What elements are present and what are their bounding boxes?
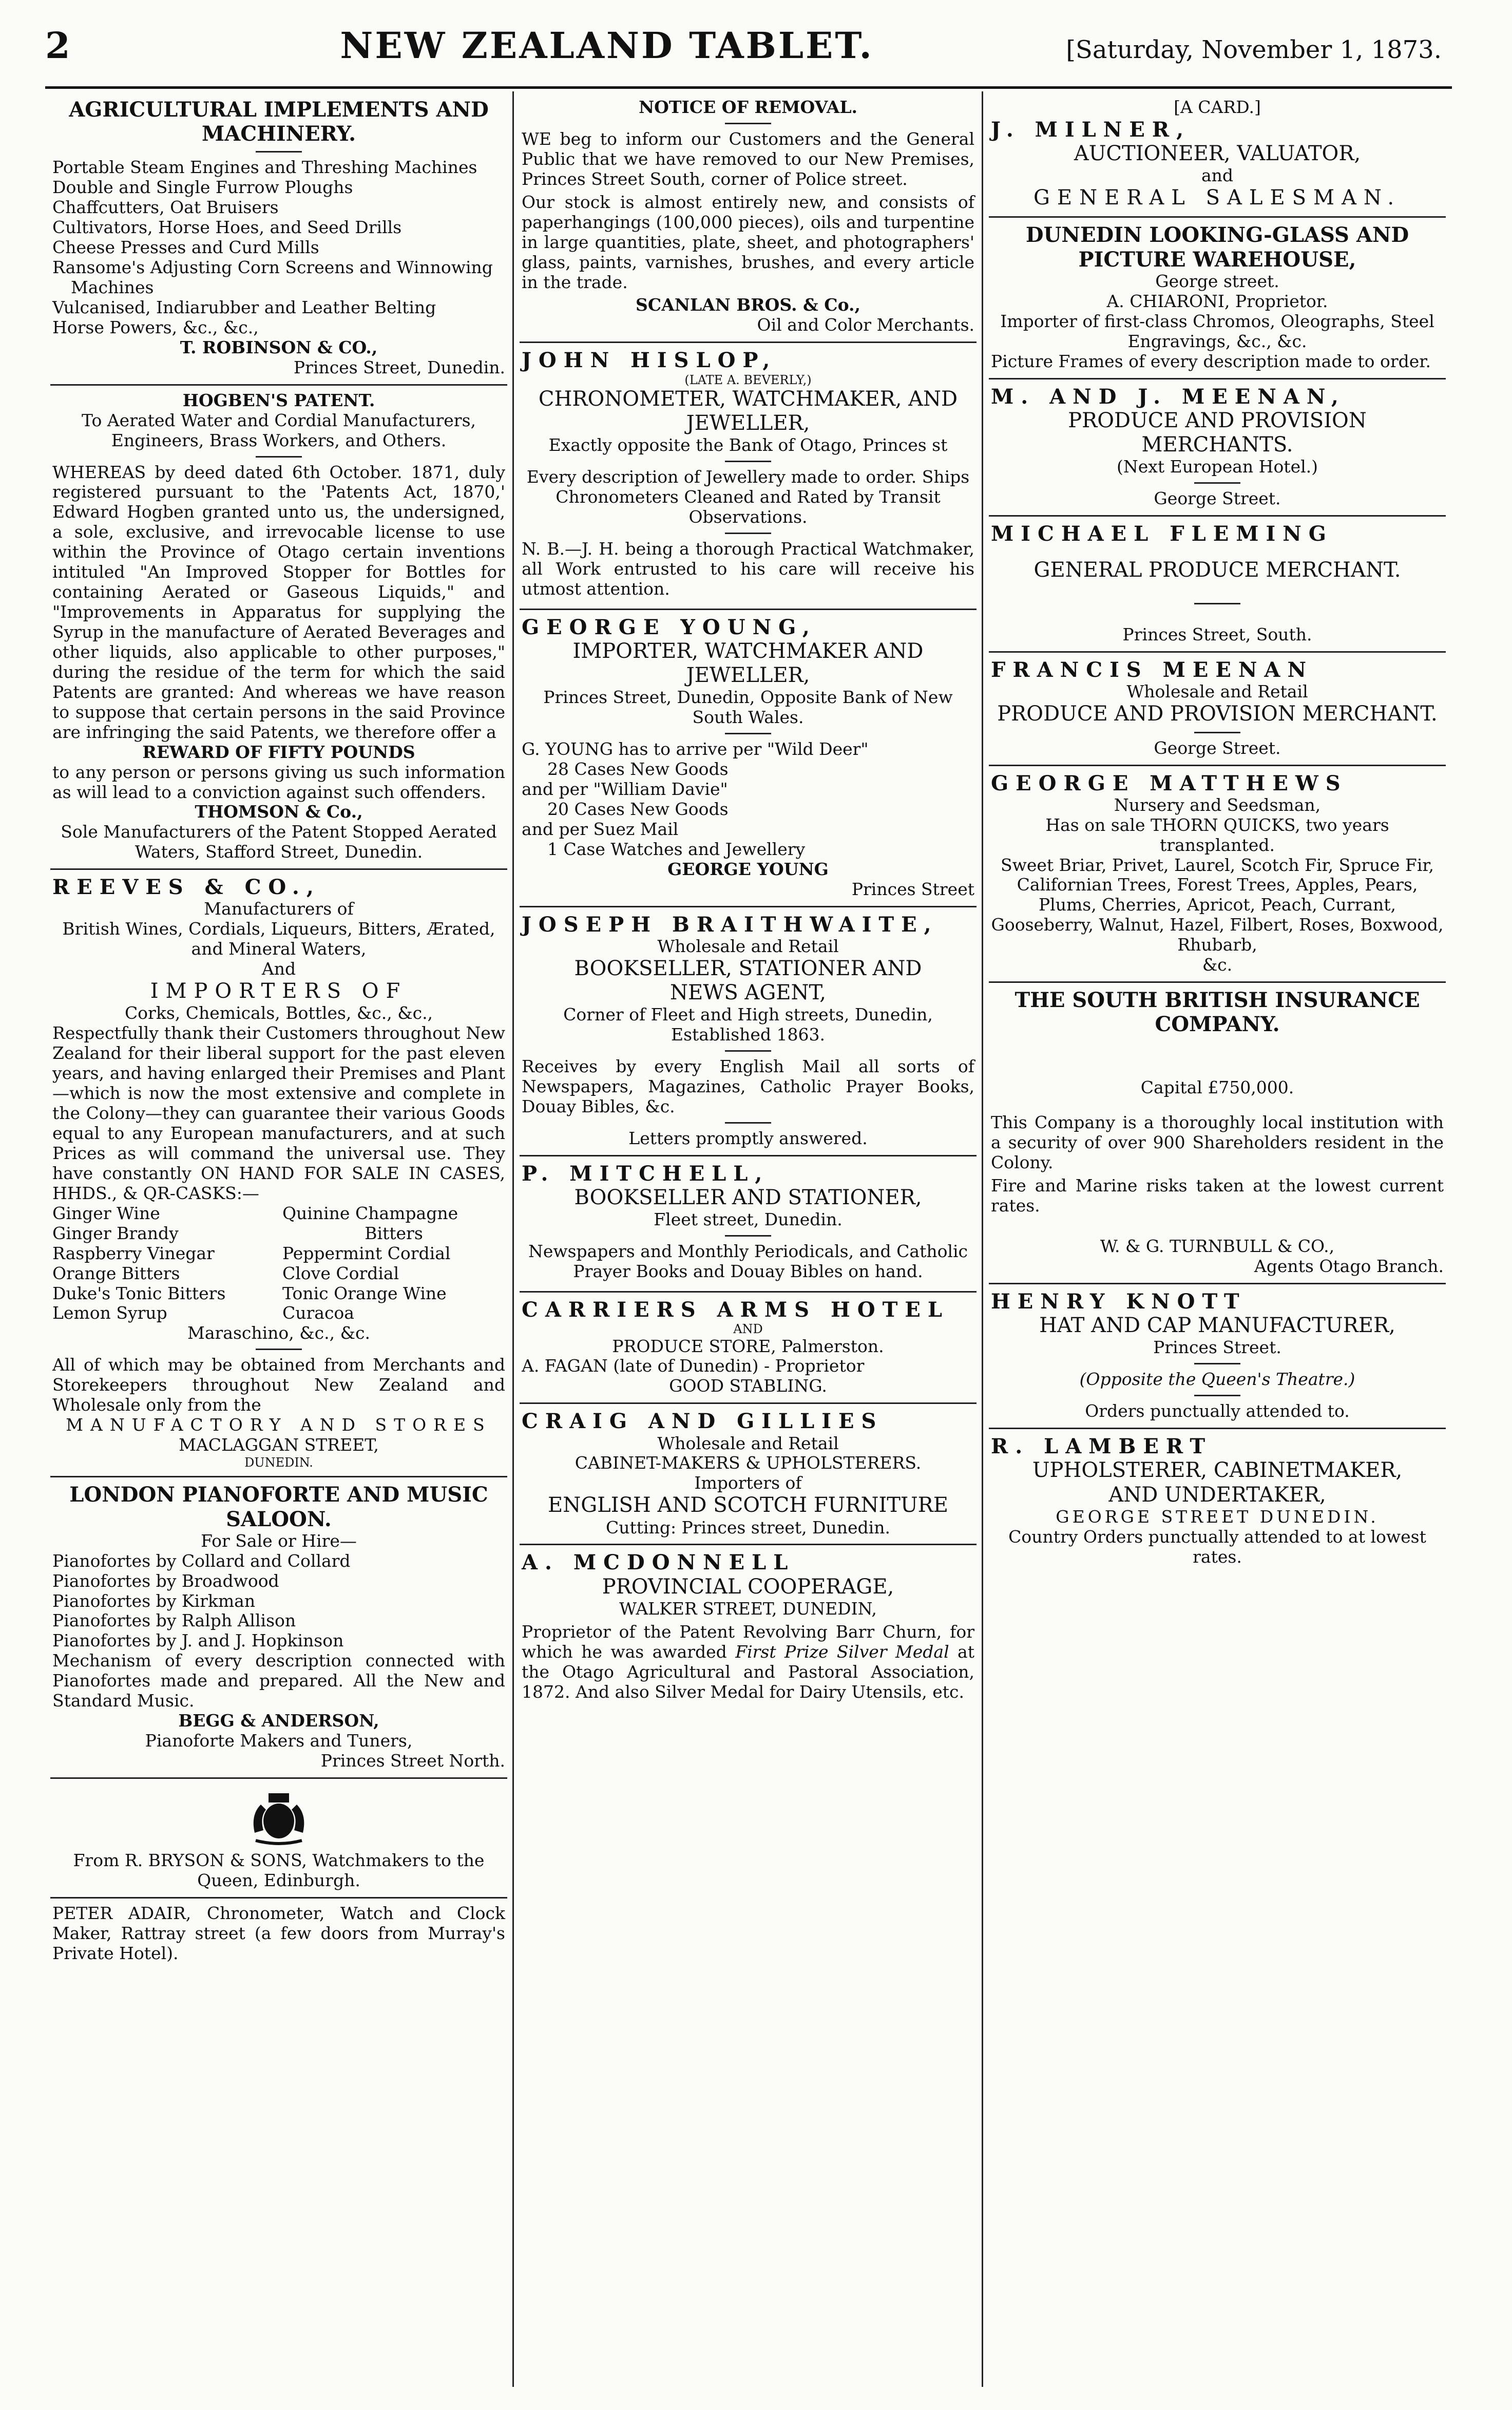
ad-line: CABINET-MAKERS & UPHOLSTERERS. [575,1453,922,1473]
ad-line: Fleet street, Dunedin. [654,1209,843,1230]
column-right [989,92,1446,2393]
divider [725,1235,771,1237]
ad-body: N. B.—J. H. being a thorough Practical Watchmaker, all Work entrusted to his care will receive his utmost attention. [522,538,974,599]
ad-body: Our stock is almost entirely new, and consists of paperhangings (100,000 pieces), oils and turpentine in large quantities, plate, sheet, and photographers' glass, paints, varnishes, brushes, and every article in the trade. [522,192,974,292]
list-item: Clove Cordial [282,1263,399,1283]
reward-line: REWARD OF FIFTY POUNDS [142,742,415,762]
ad-john-hislop [520,343,977,610]
ad-line: AND UNDERTAKER, [1108,1483,1326,1507]
list-item: Duke's Tonic Bitters [52,1283,226,1303]
ad-body: WHEREAS by deed dated 6th October. 1871, duly registered pursuant to the 'Patents Act, 1870,' Edward Hogben granted unto us, the undersigned, a sole, exclusive, and irrevocable license to use within the Province of Otago certain inventions intituled "An Improved Stopper for Bottles for containing Aerated or Gaseous Liquids," and "Improvements in Apparatus for supplying the Syrup in the manufacture of Aerated Beverages and other liquids, also applicable to other purposes," during the residue of the term for which the said Patents are granted: And whereas we have reason to suppose that certain persons in the said Province are infringing the said Patents, we therefore offer a [52,462,505,742]
ad-dunedin-looking-glass [989,218,1446,379]
ad-line: GENERAL SALESMAN. [1033,186,1402,210]
ad-line: &c. [1202,955,1233,975]
advertiser-name: J. MILNER, [991,117,1191,142]
ad-line: Corner of Fleet and High streets, Dunedin, [563,1004,933,1025]
ad-reeves-co [50,870,507,1477]
list-item: Chaffcutters, Oat Bruisers [52,197,279,218]
advertiser-name: THOMSON & Co., [195,802,363,822]
page-number: 2 [45,24,70,67]
ad-p-mitchell [520,1156,977,1293]
ad-line: G. YOUNG has to arrive per "Wild Deer" [522,739,869,760]
list-item: Cheese Presses and Curd Mills [52,237,319,258]
ad-line: (Opposite the Queen's Theatre.) [1079,1369,1355,1390]
list-item: Raspberry Vinegar [52,1243,215,1263]
column-left [50,92,507,2393]
list-item: Pianofortes by Kirkman [52,1590,256,1611]
ad-joseph-braithwaite [520,907,977,1156]
divider [256,456,302,458]
ad-henry-knott [989,1284,1446,1429]
ad-line: Established 1863. [671,1024,825,1045]
ad-line: NEWS AGENT, [670,981,826,1004]
list-item: Curacoa [282,1303,354,1323]
ad-body-cont: to any person or persons giving us such information as will lead to a conviction against such offenders. [52,762,505,802]
ad-line: Wholesale and Retail [657,936,839,956]
advertiser-name: W. & G. TURNBULL & CO., [1100,1236,1335,1257]
issue-date: [Saturday, November 1, 1873. [1066,35,1442,64]
list-item: Portable Steam Engines and Threshing Machines [52,157,477,178]
ad-body: Respectfully thank their Customers throughout New Zealand for their liberal support for the past eleven years, and having enlarged their Premises and Plant—which is now the most extensive and complete in the Colony—they can guarantee their various Goods equal to any European manufacturers, and at such Prices as will command the universal use. They have constantly ON HAND FOR SALE IN CASES, HHDS., & QR-CASKS:— [52,1023,505,1203]
ad-body [522,1622,974,1702]
ad-title: NOTICE OF REMOVAL. [638,97,858,117]
ad-line: Orders punctually attended to. [1085,1401,1350,1421]
ad-line: 20 Cases New Goods [547,799,729,819]
list-item: Pianofortes by Broadwood [52,1570,279,1591]
advertiser-name: REEVES & CO., [52,875,321,900]
ad-line: (Next European Hotel.) [1116,457,1318,477]
advertiser-name: A. CHIARONI, Proprietor. [1106,291,1328,311]
list-item: Peppermint Cordial [282,1243,451,1263]
ad-line: GENERAL PRODUCE MERCHANT. [1033,558,1401,582]
ad-line: Nursery and Seedsman, [1114,794,1321,815]
divider [725,1050,771,1052]
advertiser-name: FRANCIS MEENAN [991,658,1314,682]
advertiser-address: Princes Street, Dunedin. [293,357,505,377]
royal-crest-icon [240,1789,317,1846]
masthead-rule [45,86,1452,89]
ad-line: Has on sale THORN QUICKS, two years transplanted. [1045,814,1389,855]
divider [725,123,771,124]
ad-body: Sweet Briar, Privet, Laurel, Scotch Fir, Spruce Fir, Californian Trees, Forest Trees, Apples, Pears, Plums, Cherries, Apricot, Peach, Currant, Gooseberry, Walnut, Hazel, Filbert, Roses, Boxwood, Rhubarb, [991,855,1444,955]
advertiser-name: CARRIERS ARMS HOTEL [522,1298,949,1322]
ad-line: Cutting: Princes street, Dunedin. [606,1517,890,1538]
list-item: Lemon Syrup [52,1303,167,1323]
ad-line: George Street. [1154,737,1281,758]
ad-body-part: Proprietor of the Patent Revolving Barr Churn, for which he was awarded [522,1621,974,1662]
ad-body: Mechanism of every description connected with Pianofortes made and prepared. All the New and Standard Music. [52,1650,505,1711]
advertiser-name: GEORGE YOUNG [667,859,829,879]
advertiser-name: A. MCDONNELL [522,1550,795,1575]
ad-michael-fleming [989,517,1446,653]
advertiser-name: R. LAMBERT [991,1434,1213,1459]
ad-line: BOOKSELLER, STATIONER AND [574,956,922,980]
ad-body: PETER ADAIR, Chronometer, Watch and Clock Maker, Rattray street (a few doors from Murray's Private Hotel). [52,1903,505,1963]
advertiser-name: GEORGE YOUNG, [522,615,817,639]
ad-line: WALKER STREET, DUNEDIN, [619,1598,877,1619]
ad-line: ENGLISH AND SCOTCH FURNITURE [548,1493,948,1517]
ad-notice-of-removal [520,92,977,343]
ad-george-young [520,610,977,907]
ad-line: and per "William Davie" [522,779,728,800]
ad-body: Newspapers and Monthly Periodicals, and Catholic Prayer Books and Douay Bibles on hand. [528,1241,968,1282]
ad-line: MANUFACTORY AND STORES [66,1415,492,1435]
ad-agricultural-implements [50,92,507,386]
ad-m-j-meenan [989,379,1446,517]
ad-line: And [261,959,296,979]
ad-line: [A CARD.] [1174,97,1261,117]
column-middle [520,92,977,2393]
newspaper-title: NEW ZEALAND TABLET. [340,24,874,67]
ad-line: 1 Case Watches and Jewellery [547,839,806,859]
ad-r-lambert [989,1429,1446,1573]
list-item: Pianofortes by J. and J. Hopkinson [52,1630,344,1651]
ad-line: UPHOLSTERER, CABINETMAKER, [1032,1458,1403,1483]
ad-body: Receives by every English Mail all sorts of Newspapers, Magazines, Catholic Prayer Books, Douay Bibles, &c. [522,1056,974,1116]
ad-body: Importer of first-class Chromos, Oleographs, Steel Engravings, &c., &c. [1000,311,1434,351]
ad-j-milner [989,92,1446,218]
divider [725,533,771,534]
advertiser-name: CRAIG AND GILLIES [522,1409,884,1434]
divider [1194,732,1240,733]
ad-body: Every description of Jewellery made to order. Ships Chronometers Cleaned and Rated by Transit Observations. [526,467,970,527]
ad-line: IMPORTERS OF [150,979,408,1003]
advertiser-name: JOSEPH BRAITHWAITE, [522,912,939,937]
divider [725,733,771,734]
ad-london-pianoforte [50,1477,507,1779]
advertiser-name: BEGG & ANDERSON, [178,1711,379,1731]
ad-hogbens-patent [50,386,507,870]
divider [725,1122,771,1124]
ad-line: AUCTIONEER, VALUATOR, [1074,142,1361,166]
ad-body: From R. BRYSON & SONS, Watchmakers to the Queen, Edinburgh. [73,1850,485,1890]
goods-list [52,1204,505,1324]
ad-body-part: at the Otago Agricultural and Pastoral Association, 1872. And also Silver Medal for Dairy Utensils, etc. [522,1641,974,1702]
ad-title: THE SOUTH BRITISH INSURANCE COMPANY. [1015,988,1420,1037]
ad-line: George street. [1155,271,1279,291]
ad-francis-meenan [989,653,1446,766]
ad-line: Exactly opposite the Bank of Otago, Princes st [548,435,948,456]
list-item: Tonic Orange Wine [282,1283,447,1303]
divider [1194,603,1240,604]
ad-south-british-insurance [989,983,1446,1284]
column-rule-1 [512,91,514,2387]
divider [1194,1363,1240,1364]
ad-body-award: First Prize Silver Medal [735,1641,949,1662]
ad-line: Wholesale and Retail [657,1433,839,1453]
list-item: Vulcanised, Indiarubber and Leather Belting [52,297,436,317]
ad-line: Manufacturers of [204,899,354,919]
ad-line: (LATE A. BEVERLY,) [684,372,812,387]
ad-subtitle: To Aerated Water and Cordial Manufacturers, Engineers, Brass Workers, and Others. [82,410,476,450]
ad-craig-gillies [520,1404,977,1545]
ad-line: 28 Cases New Goods [547,759,729,780]
advertiser-name: MICHAEL FLEMING [991,521,1333,546]
ad-line: AND [733,1322,763,1337]
advertiser-name: SCANLAN BROS. & Co., [636,295,860,315]
ad-line: PRODUCE AND PROVISION MERCHANTS. [1068,408,1367,457]
advertiser-name: P. MITCHELL, [522,1161,770,1186]
ad-body: This Company is a thoroughly local institution with a security of over 900 Shareholders resident in the Colony. [991,1112,1444,1173]
divider [1194,1395,1240,1396]
ad-line: PRODUCE AND PROVISION MERCHANT. [997,702,1438,726]
ad-line: Corks, Chemicals, Bottles, &c., &c., [124,1003,433,1023]
advertiser-name: GEORGE MATTHEWS [991,771,1348,795]
list-item: Cultivators, Horse Hoes, and Seed Drills [52,217,402,238]
ad-line: DUNEDIN. [244,1455,313,1470]
list-item: Quinine Champagne [282,1203,458,1223]
list-item: Ransome's Adjusting Corn Screens and Winnowing Machines [52,257,493,297]
masthead [45,25,1442,76]
advertiser-name: JOHN HISLOP, [522,348,777,373]
ad-line: Maraschino, &c., &c. [187,1323,370,1343]
ad-body: WE beg to inform our Customers and the General Public that we have removed to our New Premises, Princes Street South, corner of Police street. [522,128,974,189]
ad-body: Country Orders punctually attended to at lowest rates. [1008,1526,1426,1567]
ad-line: British Wines, Cordials, Liqueurs, Bitters, Ærated, and Mineral Waters, [62,919,495,959]
list-item: Ginger Wine [52,1203,160,1223]
ad-line: Princes Street, Dunedin, Opposite Bank of New South Wales. [543,687,953,728]
ad-line: HAT AND CAP MANUFACTURER, [1039,1314,1395,1338]
advertiser-name: M. AND J. MEENAN, [991,384,1346,409]
advertiser-address: Princes Street North. [320,1751,505,1771]
capital-line: Capital £750,000. [1140,1077,1294,1097]
ad-george-matthews [989,766,1446,983]
list-item: Pianofortes by Ralph Allison [52,1610,296,1631]
ad-body: Picture Frames of every description made to order. [991,351,1431,371]
ad-title: HOGBEN'S PATENT. [182,390,375,410]
ad-line: GOOD STABLING. [669,1376,827,1396]
divider [725,461,771,462]
ad-body: All of which may be obtained from Merchants and Storekeepers throughout New Zealand and Wholesale only from the [52,1355,505,1415]
divider [256,151,302,153]
ad-line: Wholesale and Retail [1126,681,1308,702]
ad-line: For Sale or Hire— [201,1530,357,1551]
advertiser-name: T. ROBINSON & CO., [180,337,378,357]
list-item: Double and Single Furrow Ploughs [52,177,353,198]
list-item: Bitters [365,1223,423,1243]
list-item: Pianofortes by Collard and Collard [52,1550,351,1571]
ad-title: DUNEDIN LOOKING-GLASS AND PICTURE WAREHOUSE, [1025,223,1409,272]
ad-title: AGRICULTURAL IMPLEMENTS AND MACHINERY. [69,98,489,146]
ad-line: Pianoforte Makers and Tuners, [145,1731,413,1751]
ad-line: PRODUCE STORE, Palmerston. [612,1336,884,1356]
ad-line: George Street. [1154,488,1281,508]
ad-line: PROVINCIAL COOPERAGE, [602,1574,894,1599]
ad-peter-adair [50,1899,507,1970]
ad-line: GEORGE STREET DUNEDIN. [1056,1506,1379,1527]
advertiser-address: Sole Manufacturers of the Patent Stopped Aerated Waters, Stafford Street, Dunedin. [61,822,497,862]
ad-line: Letters promptly answered. [628,1128,868,1148]
list-item: Horse Powers, &c., &c., [52,317,259,337]
ad-line: Princes Street. [1153,1337,1281,1358]
list-item: Orange Bitters [52,1263,180,1283]
ad-title: LONDON PIANOFORTE AND MUSIC SALOON. [69,1483,488,1531]
ad-line: and per Suez Mail [522,819,679,839]
divider [256,1349,302,1350]
ad-mcdonnell [520,1545,977,1711]
list-item: Ginger Brandy [52,1223,179,1243]
ad-body: Fire and Marine risks taken at the lowest current rates. [991,1175,1444,1216]
ad-line: BOOKSELLER AND STATIONER, [574,1186,922,1209]
column-rule-2 [982,91,983,2387]
ad-line: CHRONOMETER, WATCHMAKER, AND JEWELLER, [538,387,958,435]
ad-line: Importers of [694,1473,802,1493]
ad-carriers-arms [520,1293,977,1404]
ad-line: A. FAGAN (late of Dunedin) - Proprietor [522,1356,865,1376]
advertiser-name: HENRY KNOTT [991,1289,1247,1314]
ad-line: IMPORTER, WATCHMAKER AND JEWELLER, [572,639,924,688]
ad-bryson [50,1779,507,1899]
advertiser-role: Agents Otago Branch. [1254,1256,1444,1277]
advertiser-role: Oil and Color Merchants. [757,315,974,335]
divider [1194,482,1240,484]
ad-line: MACLAGGAN STREET, [179,1435,379,1455]
ad-line: Princes Street, South. [1122,624,1312,645]
ad-line: and [1201,165,1234,186]
advertiser-address: Princes Street [851,879,974,899]
